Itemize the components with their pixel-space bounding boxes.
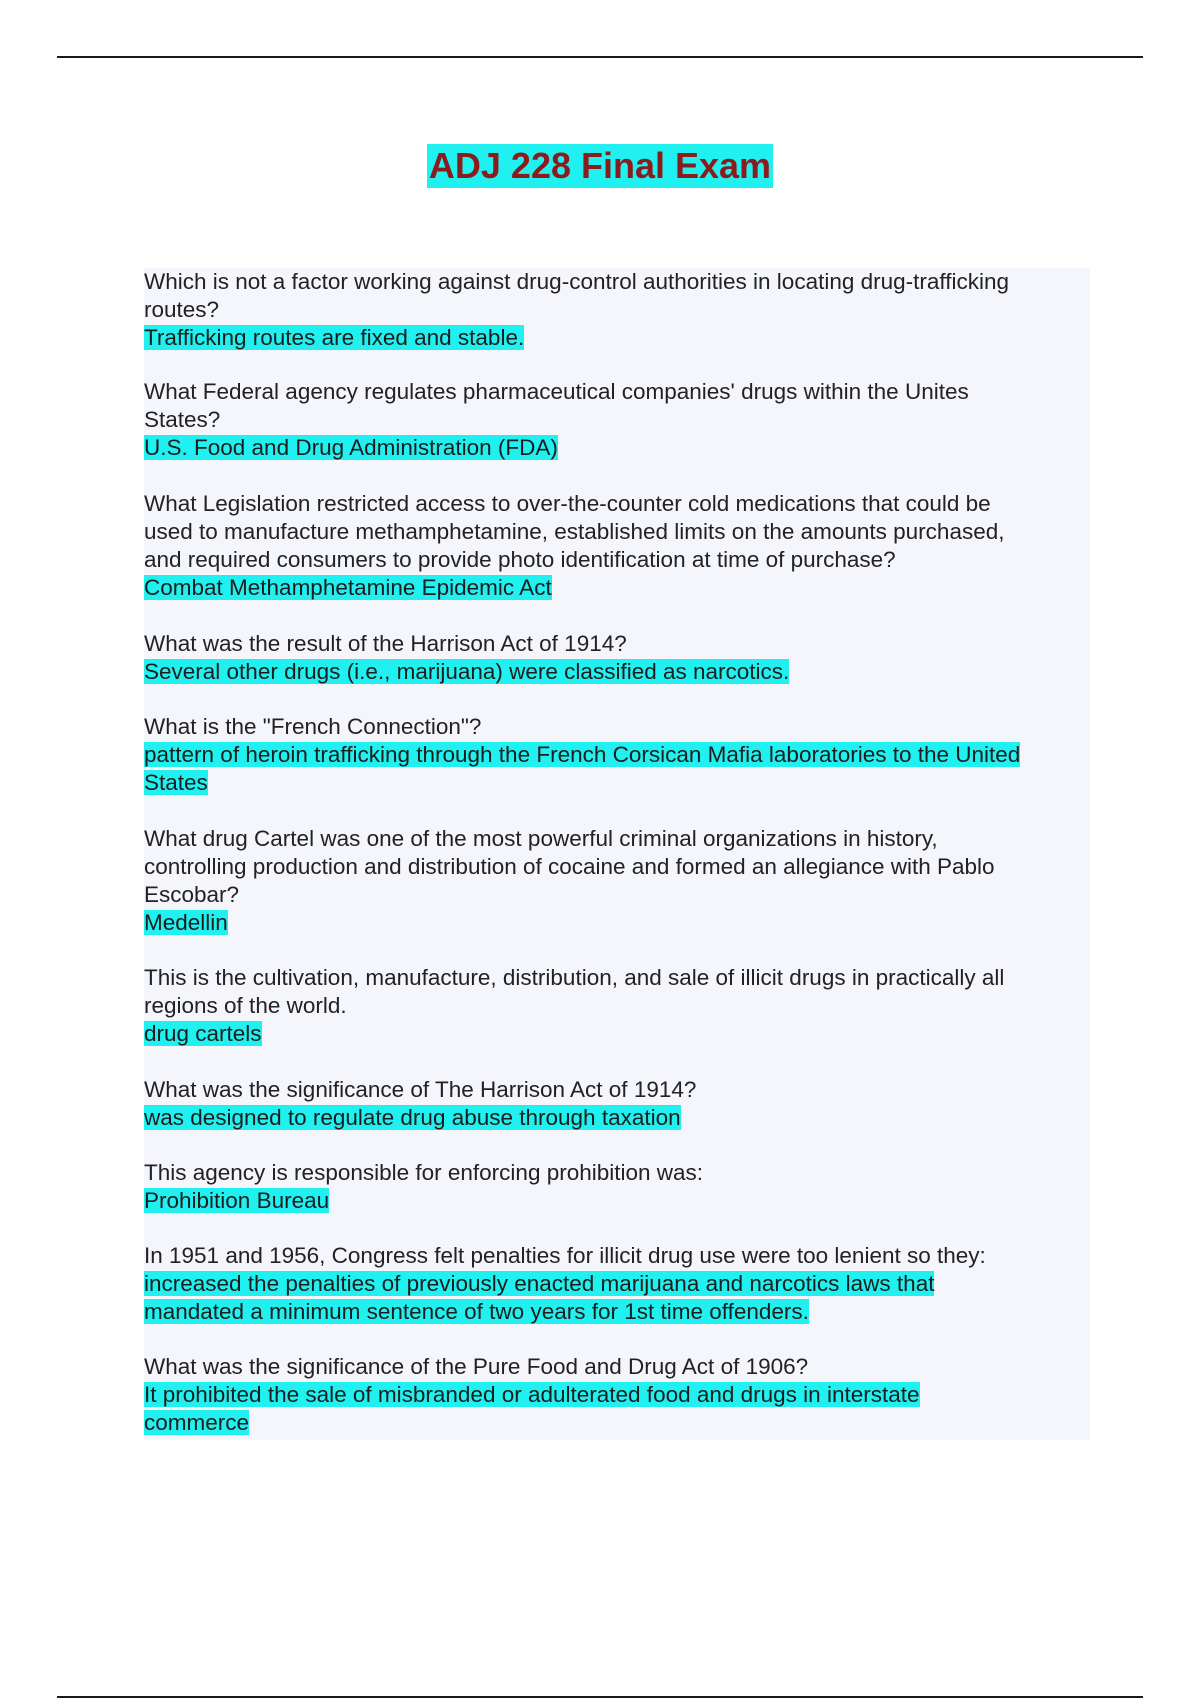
answer-highlight: Prohibition Bureau [144,1188,330,1213]
question: What was the significance of The Harrison Act of 1914? [144,1077,697,1102]
answer [144,574,1090,602]
answer [144,1187,1090,1215]
question: Which is not a factor working against drug-control authorities in locating drug-trafficking routes? [144,269,1010,322]
qa-item-7 [144,964,1090,1048]
question: What drug Cartel was one of the most powerful criminal organizations in history, controlling production and distribution of cocaine and formed an allegiance with Pablo Escobar? [144,826,995,907]
question: This agency is responsible for enforcing prohibition was: [144,1160,704,1185]
answer [144,434,1090,462]
answer [144,1104,1090,1132]
answer-highlight: Combat Methamphetamine Epidemic Act [144,575,552,600]
qa-item-10 [144,1242,1090,1326]
answer [144,741,1090,797]
answer-highlight: U.S. Food and Drug Administration (FDA) [144,435,558,460]
qa-list [144,268,1090,1440]
qa-item-3 [144,490,1090,602]
question: What was the result of the Harrison Act of 1914? [144,631,627,656]
top-rule [57,56,1143,58]
question: This is the cultivation, manufacture, distribution, and sale of illicit drugs in practically all regions of the world. [144,965,1005,1018]
answer-highlight: It prohibited the sale of misbranded or adulterated food and drugs in interstate commerce [144,1382,920,1435]
answer-highlight: increased the penalties of previously enacted marijuana and narcotics laws that mandated a minimum sentence of two years for 1st time offenders. [144,1271,935,1324]
question: What is the "French Connection"? [144,714,482,739]
qa-item-5 [144,713,1090,797]
qa-item-6 [144,825,1090,937]
qa-item-4 [144,630,1090,686]
answer-highlight: pattern of heroin trafficking through the French Corsican Mafia laboratories to the United States [144,742,1021,795]
qa-item-2 [144,378,1090,462]
answer-highlight: Several other drugs (i.e., marijuana) were classified as narcotics. [144,659,790,684]
answer [144,909,1090,937]
answer-highlight: Trafficking routes are fixed and stable. [144,325,525,350]
answer [144,1270,1090,1326]
qa-item-9 [144,1159,1090,1215]
question: What Legislation restricted access to over-the-counter cold medications that could be used to manufacture methamphetamine, established limits on the amounts purchased, and required consumers to provide photo identification at time of purchase? [144,491,1005,572]
question: What Federal agency regulates pharmaceutical companies' drugs within the Unites States? [144,379,969,432]
qa-item-8 [144,1076,1090,1132]
qa-item-11 [144,1353,1090,1437]
answer [144,1381,1090,1437]
answer-highlight: drug cartels [144,1021,262,1046]
answer [144,324,1090,352]
bottom-rule [57,1696,1143,1698]
question: In 1951 and 1956, Congress felt penalties for illicit drug use were too lenient so they: [144,1243,986,1268]
title-container [0,144,1200,188]
answer-highlight: Medellin [144,910,228,935]
answer [144,1020,1090,1048]
answer [144,658,1090,686]
answer-highlight: was designed to regulate drug abuse through taxation [144,1105,681,1130]
page-title: ADJ 228 Final Exam [428,145,772,186]
qa-item-1 [144,268,1090,352]
question: What was the significance of the Pure Food and Drug Act of 1906? [144,1354,809,1379]
